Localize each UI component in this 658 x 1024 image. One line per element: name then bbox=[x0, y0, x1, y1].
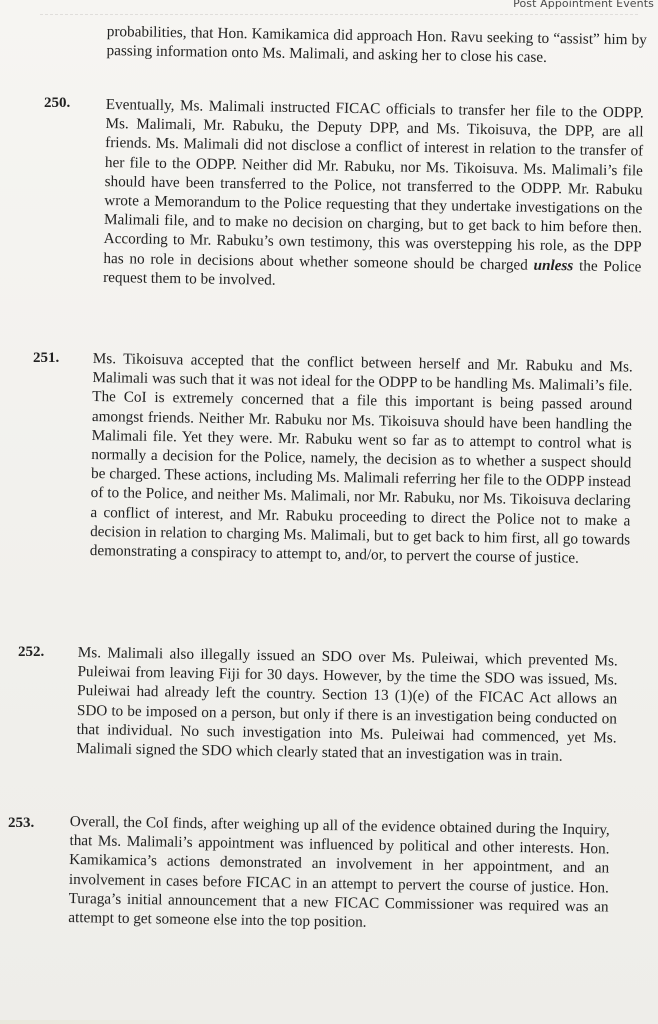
paragraph-number-250: 250. bbox=[44, 95, 71, 111]
paragraph-252: Ms. Malimali also illegally issued an SDO over Ms. Puleiwai, which prevented Ms. Puleiwai from leaving Fiji for 30 days. However, by the time the SDO was issued, Ms. Puleiwai had already left the country. Section 13 (1)(e) of the FICAC Act allows an SDO to be imposed on a person, but only if there is an investigation being conducted on that individual. No such investigation into Ms. Puleiwai had commenced, yet Ms. Malimali signed the SDO which clearly stated that an investigation was in train. bbox=[76, 643, 618, 765]
paragraph-253: Overall, the CoI finds, after weighing up all of the evidence obtained during the Inquiry, that Ms. Malimali’s appointment was influenced by political and other interests. Hon. Kamikamica’s actions demonstrated an involvement in her appointment, and an involvement in cases before FICAC in an attempt to pervert the course of justice. Hon. Turaga’s initial announcement that a new FICAC Commissioner was required was an attempt to get someone else into the top position. bbox=[68, 812, 610, 931]
paragraph-250-emphasis: unless bbox=[533, 256, 574, 274]
header-divider bbox=[40, 14, 638, 15]
paragraph-250 bbox=[103, 95, 644, 295]
paragraph-number-252: 252. bbox=[18, 644, 45, 660]
paragraph-continuation: probabilities, that Hon. Kamikamica did approach Hon. Ravu seeking to “assist” him by passing information onto Ms. Malimali, and asking her to close his case. bbox=[106, 22, 647, 67]
paragraph-250-text-before: Eventually, Ms. Malimali instructed FICAC officials to transfer her file to the ODPP. Ms. Malimali, Mr. Rabuku, the Deputy DPP, and Ms. Tikoisuva, the DPP, are all friends. Ms. Malimali did not disclose a conflict of interest in relation to the transfer of her file to the ODPP. Neither did Mr. Rabuku, nor Ms. Tikoisuva. Ms. Malimali’s file should have been transferred to the Police, not transferred to the ODPP. Mr. Rabuku wrote a Memorandum to the Police requesting that they undertake investigations on the Malimali file, and to make no decision on charging, but to get back to him before then. According to Mr. Rabuku’s own testimony, this was overstepping his role, as the DPP has no role in decisions about whether someone should be charged bbox=[103, 95, 644, 274]
paragraph-number-251: 251. bbox=[33, 350, 60, 366]
paragraph-250-text-after: the Police request them to be involved. bbox=[103, 257, 642, 289]
running-header: Post Appointment Events bbox=[513, 0, 654, 10]
paragraph-number-253: 253. bbox=[8, 815, 35, 831]
page-edge-shadow bbox=[0, 1020, 250, 1024]
paragraph-251: Ms. Tikoisuva accepted that the conflict between herself and Mr. Rabuku and Ms. Malimali was such that it was not ideal for the ODPP to be handling Ms. Malimali’s file. The CoI is extremely concerned that a file this important is being passed around amongst friends. Neither Mr. Rabuku nor Ms. Tikoisuva should have been handling the Malimali file. Yet they were. Mr. Rabuku went so far as to attempt to control what is normally a decision for the Police, namely, the decision as to whether a suspect should be charged. These actions, including Ms. Malimali referring her file to the ODPP instead of to the Police, and neither Ms. Malimali, nor Mr. Rabuku, nor Ms. Tikoisuva declaring a conflict of interest, and Mr. Rabuku proceeding to direct the Police not to make a decision in relation to charging Ms. Malimali, but to get back to him first, all go towards demonstrating a conspiracy to attempt to, and/or, to pervert the course of justice. bbox=[89, 349, 633, 567]
